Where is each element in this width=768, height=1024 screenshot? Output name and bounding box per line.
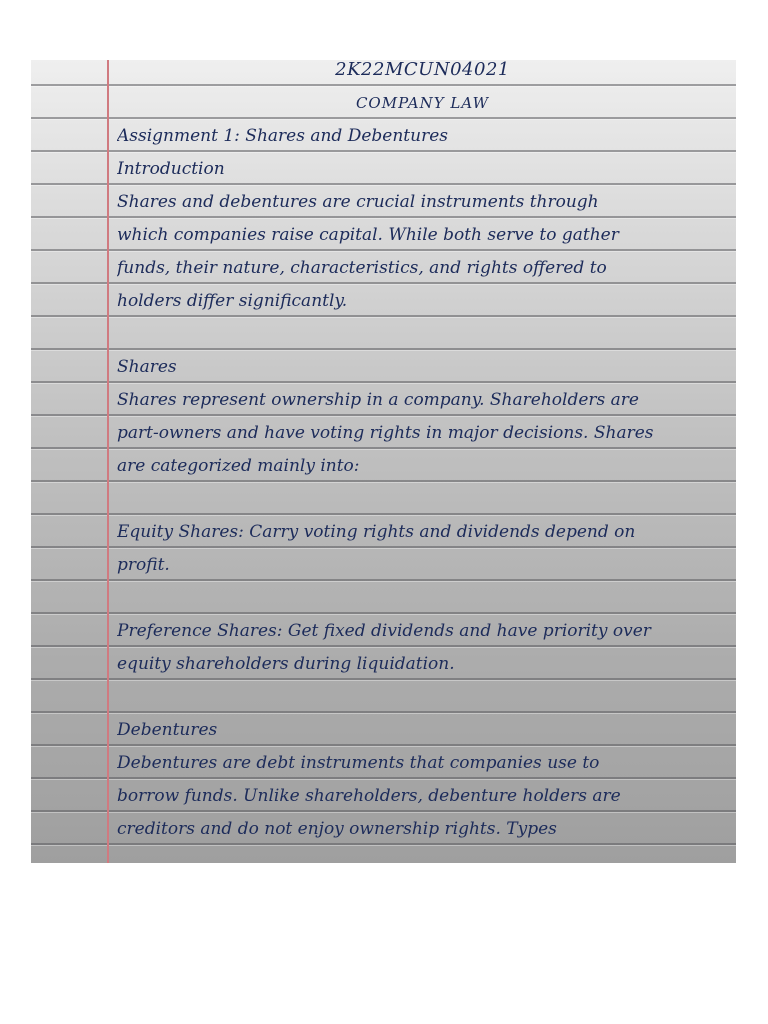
equity-shares-line: profit. xyxy=(117,555,170,575)
equity-shares-line: Equity Shares: Carry voting rights and dividends depend on xyxy=(117,522,636,542)
shares-line: Shares represent ownership in a company. Shareholders are xyxy=(117,390,639,410)
debentures-heading: Debentures xyxy=(117,720,218,740)
introduction-heading: Introduction xyxy=(117,159,225,179)
subject-title: COMPANY LAW xyxy=(355,94,490,112)
introduction-line: which companies raise capital. While both serve to gather xyxy=(117,225,619,245)
roll-number: 2K22MCUN04021 xyxy=(335,60,510,80)
shares-heading: Shares xyxy=(117,357,177,377)
debentures-line: Debentures are debt instruments that companies use to xyxy=(117,753,600,773)
margin-rule xyxy=(107,60,109,863)
introduction-line: funds, their nature, characteristics, and rights offered to xyxy=(117,258,607,278)
preference-shares-line: Preference Shares: Get fixed dividends and have priority over xyxy=(117,621,651,641)
introduction-line: Shares and debentures are crucial instruments through xyxy=(117,192,599,212)
notebook-page xyxy=(31,60,736,863)
assignment-title: Assignment 1: Shares and Debentures xyxy=(117,126,448,146)
shares-line: part-owners and have voting rights in major decisions. Shares xyxy=(117,423,654,443)
introduction-line: holders differ significantly. xyxy=(117,291,348,311)
shares-line: are categorized mainly into: xyxy=(117,456,360,476)
preference-shares-line: equity shareholders during liquidation. xyxy=(117,654,455,674)
debentures-line: creditors and do not enjoy ownership rights. Types xyxy=(117,819,557,839)
debentures-line: borrow funds. Unlike shareholders, debenture holders are xyxy=(117,786,621,806)
